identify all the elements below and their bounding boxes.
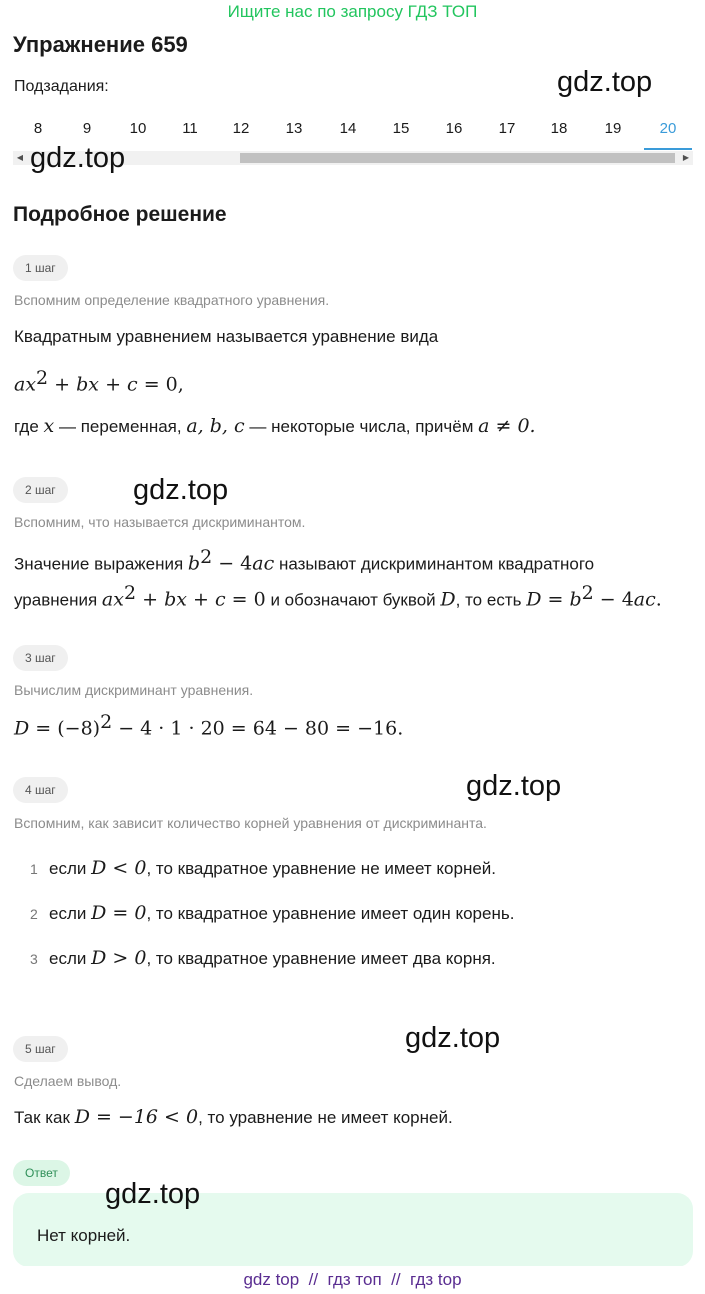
subtask-item[interactable]: 18 [550, 120, 568, 137]
scroll-left-icon[interactable]: ◀ [16, 153, 24, 162]
list-item: если D > 0, то квадратное уравнение имеет два корня. [49, 947, 496, 969]
step-text: Так как D = −16 < 0, то уравнение не имеет корней. [14, 1106, 453, 1128]
subtask-item[interactable]: 9 [82, 120, 92, 137]
step-hint: Сделаем вывод. [14, 1073, 122, 1089]
list-number: 1 [30, 861, 38, 877]
subtask-item[interactable]: 15 [392, 120, 410, 137]
step-hint: Вспомним, что называется дискриминантом. [14, 514, 306, 530]
step-badge: 1 шаг [13, 255, 68, 281]
watermark: gdz.top [105, 1178, 201, 1210]
subtask-item[interactable]: 12 [232, 120, 250, 137]
watermark: gdz.top [466, 770, 562, 802]
list-number: 3 [30, 951, 38, 967]
watermark: gdz.top [557, 66, 653, 98]
list-number: 2 [30, 906, 38, 922]
list-item: если D = 0, то квадратное уравнение имеет один корень. [49, 902, 515, 924]
step-hint: Вычислим дискриминант уравнения. [14, 682, 254, 698]
answer-badge: Ответ [13, 1160, 70, 1186]
step-text: уравнения $ax^2$ + bx + c = 0 и обозначают буквой D, то есть $D = b^2 - 4ac$. [14, 582, 662, 611]
solution-title: Подробное решение [13, 203, 227, 226]
step-text: Значение выражения $b^2 - 4ac$ называют дискриминантом квадратного [14, 546, 595, 575]
subtask-item-active[interactable]: 20 [644, 114, 692, 150]
step-badge: 4 шаг [13, 777, 68, 803]
subtask-item[interactable]: 19 [604, 120, 622, 137]
subtask-item[interactable]: 8 [33, 120, 43, 137]
subtask-item[interactable]: 14 [339, 120, 357, 137]
watermark: gdz.top [30, 142, 126, 174]
scroll-thumb[interactable] [240, 153, 675, 163]
formula: $ax^2$ + bx + c = 0, [14, 367, 184, 396]
subtask-item[interactable]: 10 [129, 120, 147, 137]
subtask-item[interactable]: 17 [498, 120, 516, 137]
search-banner: Ищите нас по запросу ГДЗ ТОП [227, 2, 478, 21]
step-text: где x — переменная, a, b, c — некоторые числа, причём a ≠ 0. [14, 415, 536, 437]
page-title: Упражнение 659 [13, 32, 188, 57]
step-badge: 2 шаг [13, 477, 68, 503]
footer-links: gdz top // гдз топ // гдз top [0, 1266, 705, 1294]
step-text: Квадратным уравнением называется уравнение вида [14, 327, 439, 346]
step-badge: 3 шаг [13, 645, 68, 671]
scroll-right-icon[interactable]: ▶ [682, 153, 690, 162]
watermark: gdz.top [405, 1022, 501, 1054]
step-hint: Вспомним, как зависит количество корней уравнения от дискриминанта. [14, 815, 487, 831]
subtask-item[interactable]: 11 [182, 120, 198, 137]
subtask-item[interactable]: 13 [285, 120, 303, 137]
step-badge: 5 шаг [13, 1036, 68, 1062]
step-hint: Вспомним определение квадратного уравнения. [14, 292, 330, 308]
subtask-item[interactable]: 16 [445, 120, 463, 137]
subtasks-label: Подзадания: [14, 78, 109, 95]
watermark: gdz.top [133, 474, 229, 506]
answer-text: Нет корней. [37, 1226, 131, 1245]
formula: $D = (-8)^2 - 4 \cdot 1 \cdot 20 = 64 - 80 = -16$. [14, 711, 404, 740]
list-item: если D < 0, то квадратное уравнение не имеет корней. [49, 857, 497, 879]
